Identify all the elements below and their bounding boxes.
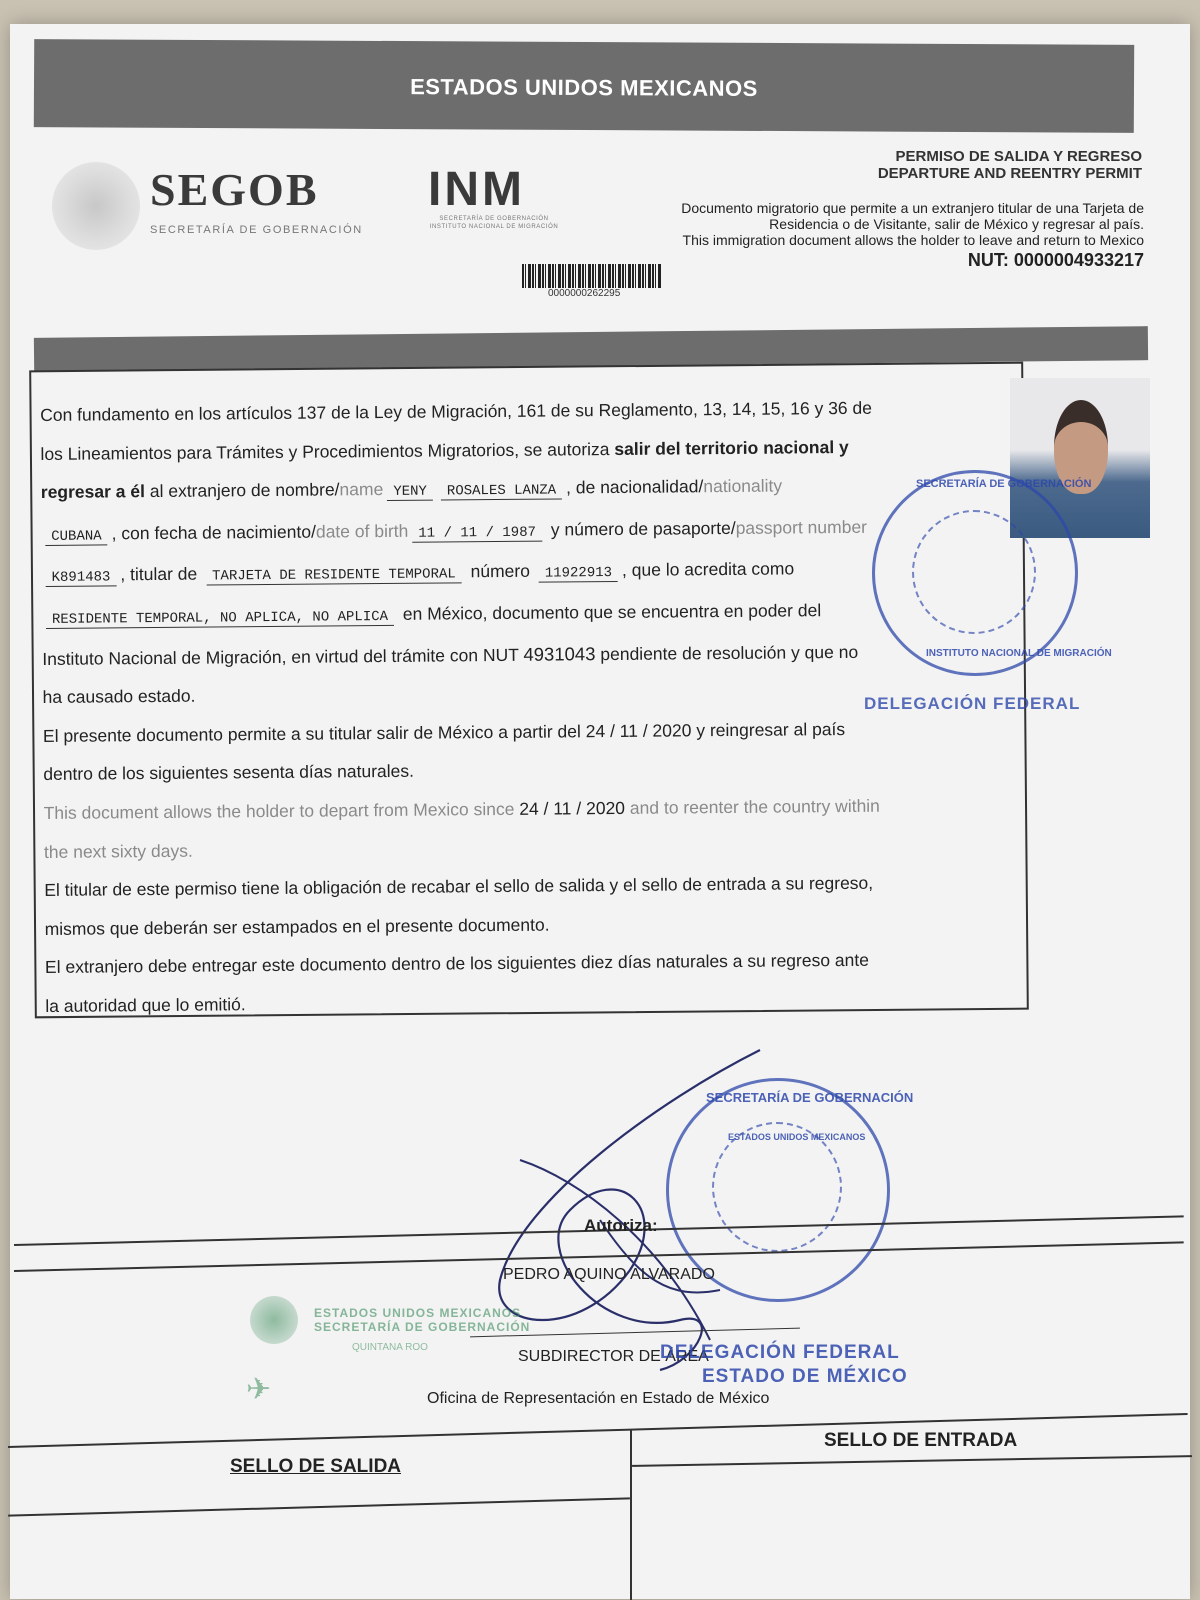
- allow-en-line-2: the next sixty days.: [43, 840, 193, 862]
- holder-label: , titular de: [120, 563, 203, 585]
- status-value: RESIDENTE TEMPORAL, NO APLICA, NO APLICA: [46, 609, 394, 629]
- inm-subtitle: [404, 215, 584, 231]
- segob-subtitle: SECRETARÍA DE GOBERNACIÓN: [150, 224, 363, 236]
- name-label-en: name: [339, 479, 384, 500]
- in-mexico-text: en México, documento que se encuentra en poder del: [397, 600, 822, 624]
- nationality-label: , de nacionalidad/: [566, 476, 704, 498]
- card-number-value: 11922913: [539, 565, 618, 583]
- mexico-coat-of-arms-icon: [52, 162, 140, 250]
- dob-label: , con fecha de nacimiento/: [111, 521, 316, 544]
- dob-label-en: date of birth: [315, 520, 409, 542]
- permit-title-es: PERMISO DE SALIDA Y REGRESO: [895, 148, 1142, 165]
- segob-logo-text: SEGOB: [150, 164, 319, 215]
- barcode-number: 0000000262295: [548, 288, 621, 299]
- inm-seal-inner-top: [912, 510, 1036, 634]
- estado-line: ha causado estado.: [42, 685, 196, 708]
- permit-title-en: DEPARTURE AND REENTRY PERMIT: [877, 165, 1142, 182]
- bottom-seal-inner-text: ESTADOS UNIDOS MEXICANOS: [728, 1132, 866, 1142]
- green-stamp-sub: QUINTANA ROO: [352, 1342, 428, 1353]
- surname: ROSALES LANZA: [441, 483, 562, 501]
- card-type-value: TARJETA DE RESIDENTE TEMPORAL: [206, 567, 462, 586]
- inm-sub-line-1: SECRETARÍA DE GOBERNACIÓN: [439, 216, 549, 222]
- top-seal-bottom-text: INSTITUTO NACIONAL DE MIGRACIÓN: [926, 648, 1112, 659]
- inm-logo-text: INM: [428, 163, 525, 216]
- header-banner: [34, 39, 1134, 133]
- estado-stamp-bottom: ESTADO DE MÉXICO: [702, 1366, 908, 1387]
- allow-en-date: 24 / 11 / 2020: [519, 797, 626, 819]
- authorization-bold: salir del territorio nacional y: [614, 436, 849, 459]
- bottom-seal-ring-text: SECRETARÍA DE GOBERNACIÓN: [706, 1090, 914, 1105]
- barcode: [522, 264, 662, 288]
- legal-basis-text: los Lineamientos para Trámites y Procedimientos Migratorios, se autoriza: [40, 438, 615, 464]
- pending-text: pendiente de resolución y que no: [595, 641, 859, 664]
- name-label: al extranjero de nombre/: [144, 479, 340, 502]
- passport-label: y número de pasaporte/: [545, 517, 736, 540]
- desc-en: This immigration document allows the holder to leave and return to Mexico: [682, 232, 1144, 248]
- allow-es-line-1: El presente documento permite a su titular salir de México a partir del 24 / 11 / 2020 y reingresar al país: [42, 718, 846, 746]
- allow-es-line-2: dentro de los siguientes sesenta días naturales.: [43, 761, 415, 785]
- allow-en-text-b: and to reenter the country within: [624, 795, 880, 818]
- green-stamp-text: [314, 1306, 530, 1334]
- signer-name: PEDRO AQUINO ALVARADO: [503, 1266, 715, 1283]
- obligation-line-2: mismos que deberán ser estampados en el presente documento.: [44, 914, 550, 939]
- permit-title: [878, 148, 1142, 182]
- sello-entrada-label: SELLO DE ENTRADA: [824, 1430, 1018, 1451]
- deliver-line-2: la autoridad que lo emitió.: [45, 994, 246, 1016]
- passport-label-en: passport number: [735, 516, 868, 538]
- airplane-icon: ✈: [246, 1373, 272, 1406]
- inm-sub-line-2: INSTITUTO NACIONAL DE MIGRACIÓN: [429, 224, 559, 230]
- card-number-label: número: [465, 561, 535, 582]
- delegacion-stamp-top: DELEGACIÓN FEDERAL: [864, 694, 1081, 713]
- banner-title: ESTADOS UNIDOS MEXICANOS: [410, 74, 758, 101]
- institute-text: Instituto Nacional de Migración, en virtud del trámite con NUT: [42, 644, 524, 669]
- green-stamp-line-1: ESTADOS UNIDOS MEXICANOS: [314, 1306, 522, 1320]
- signer-title: SUBDIRECTOR DE ÁREA: [518, 1348, 709, 1365]
- legal-basis-line-1: Con fundamento en los artículos 137 de la Ley de Migración, 161 de su Reglamento, 13, 14, 15, 16 y 36 de: [40, 397, 873, 425]
- top-seal-ring-text: SECRETARÍA DE GOBERNACIÓN: [916, 478, 1092, 490]
- stamps-table-divider: [630, 1430, 632, 1600]
- delegacion-stamp-bottom: DELEGACIÓN FEDERAL: [660, 1342, 900, 1363]
- passport-value: K891483: [46, 570, 117, 588]
- desc-es-2: Residencia o de Visitante, salir de México y regresar al país.: [769, 216, 1144, 232]
- return-bold: regresar a él: [40, 481, 146, 503]
- document-description: [604, 200, 1144, 248]
- accredit-text: , que lo acredita como: [621, 558, 795, 581]
- desc-es-1: Documento migratorio que permite a un extranjero titular de una Tarjeta de: [681, 200, 1144, 216]
- deliver-line-1: El extranjero debe entregar este documento dentro de los siguientes diez días naturales a su regreso ante: [44, 950, 870, 978]
- nationality-value: CUBANA: [45, 528, 108, 546]
- nationality-label-en: nationality: [703, 475, 783, 497]
- nut-number: NUT: 0000004933217: [967, 250, 1144, 270]
- given-name: YENY: [387, 484, 433, 501]
- signer-office: Oficina de Representación en Estado de México: [427, 1390, 770, 1407]
- green-coat-of-arms-icon: [250, 1296, 298, 1344]
- dob-value: 11 / 11 / 1987: [412, 524, 542, 542]
- green-stamp-line-2: SECRETARÍA DE GOBERNACIÓN: [314, 1320, 531, 1334]
- sello-salida-label: SELLO DE SALIDA: [230, 1456, 402, 1477]
- allow-en-text-a: This document allows the holder to depart from Mexico since: [43, 798, 520, 823]
- nut-short: 4931043: [523, 642, 596, 665]
- autoriza-label: Autoriza:: [584, 1216, 658, 1235]
- obligation-line-1: El titular de este permiso tiene la obligación de recabar el sello de salida y el sello de entrada a su regreso,: [44, 872, 874, 901]
